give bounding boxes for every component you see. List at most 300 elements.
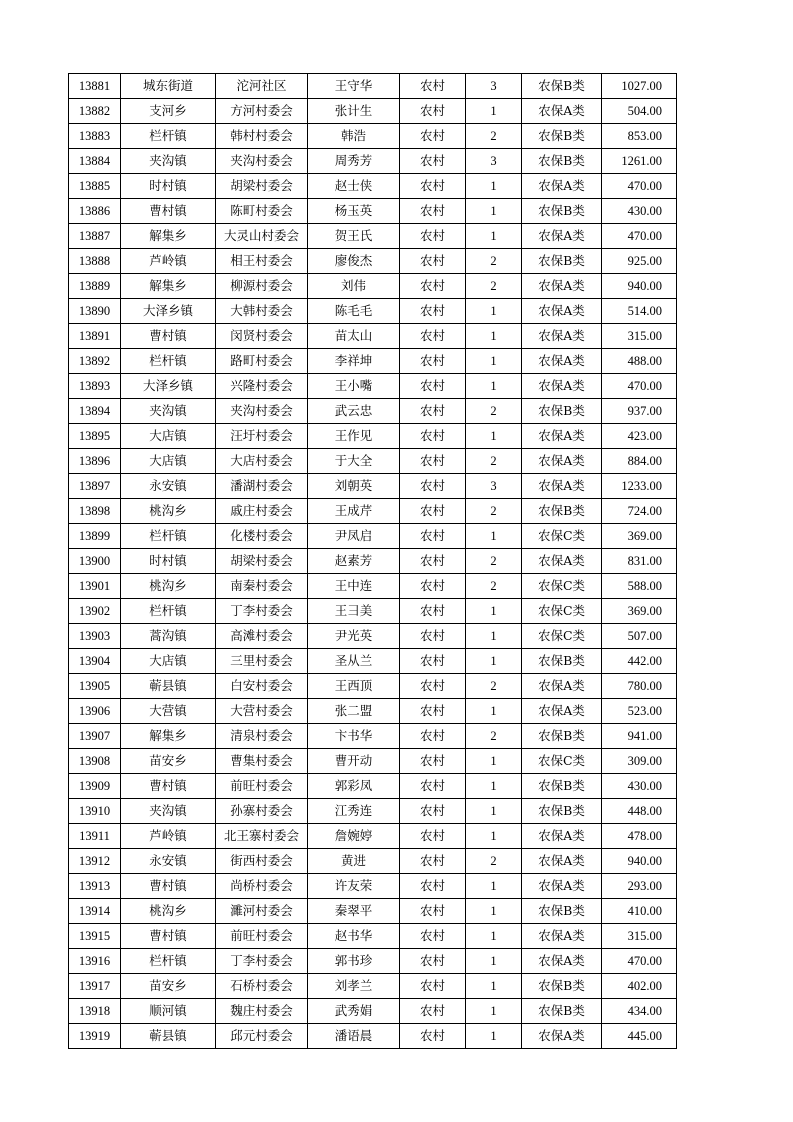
cell-serial: 13883 [69,124,121,149]
table-row [69,424,677,449]
cell-name: 王作见 [308,424,400,449]
table-row [69,899,677,924]
cell-serial: 13908 [69,749,121,774]
cell-count: 1 [466,349,522,374]
cell-amount: 434.00 [602,999,677,1024]
cell-serial: 13917 [69,974,121,999]
cell-type: 农村 [400,924,466,949]
cell-village: 曹集村委会 [216,749,308,774]
cell-serial: 13919 [69,1024,121,1049]
cell-category: 农保B类 [522,74,602,99]
table-row [69,399,677,424]
cell-category: 农保A类 [522,224,602,249]
cell-serial: 13903 [69,624,121,649]
cell-count: 1 [466,749,522,774]
cell-village: 丁李村委会 [216,949,308,974]
table-row [69,524,677,549]
cell-type: 农村 [400,499,466,524]
cell-amount: 507.00 [602,624,677,649]
cell-township: 顺河镇 [121,999,216,1024]
cell-count: 2 [466,249,522,274]
cell-amount: 315.00 [602,924,677,949]
table-row [69,374,677,399]
cell-amount: 369.00 [602,599,677,624]
cell-village: 北王寨村委会 [216,824,308,849]
table-row [69,799,677,824]
table-row [69,874,677,899]
cell-name: 贺王氏 [308,224,400,249]
cell-type: 农村 [400,224,466,249]
table-row [69,824,677,849]
cell-village: 前旺村委会 [216,774,308,799]
cell-village: 邱元村委会 [216,1024,308,1049]
cell-count: 2 [466,574,522,599]
cell-amount: 523.00 [602,699,677,724]
records-table [68,73,677,1049]
cell-category: 农保A类 [522,99,602,124]
table-row [69,274,677,299]
cell-amount: 293.00 [602,874,677,899]
cell-village: 兴隆村委会 [216,374,308,399]
cell-village: 陈町村委会 [216,199,308,224]
cell-type: 农村 [400,374,466,399]
cell-type: 农村 [400,524,466,549]
cell-name: 刘孝兰 [308,974,400,999]
cell-count: 1 [466,374,522,399]
cell-category: 农保B类 [522,899,602,924]
cell-township: 曹村镇 [121,774,216,799]
cell-village: 魏庄村委会 [216,999,308,1024]
cell-serial: 13912 [69,849,121,874]
cell-township: 解集乡 [121,224,216,249]
cell-name: 王守华 [308,74,400,99]
cell-township: 苗安乡 [121,974,216,999]
cell-village: 尚桥村委会 [216,874,308,899]
cell-category: 农保C类 [522,599,602,624]
cell-township: 栏杆镇 [121,124,216,149]
cell-township: 时村镇 [121,174,216,199]
cell-type: 农村 [400,424,466,449]
cell-count: 2 [466,674,522,699]
cell-amount: 309.00 [602,749,677,774]
table-row [69,549,677,574]
cell-township: 栏杆镇 [121,349,216,374]
cell-category: 农保B类 [522,999,602,1024]
cell-township: 栏杆镇 [121,949,216,974]
cell-serial: 13887 [69,224,121,249]
cell-count: 1 [466,799,522,824]
cell-count: 3 [466,474,522,499]
cell-name: 杨玉英 [308,199,400,224]
cell-type: 农村 [400,874,466,899]
cell-village: 夹沟村委会 [216,149,308,174]
cell-category: 农保A类 [522,274,602,299]
cell-township: 大泽乡镇 [121,299,216,324]
table-row [69,149,677,174]
cell-village: 大灵山村委会 [216,224,308,249]
cell-name: 周秀芳 [308,149,400,174]
cell-serial: 13895 [69,424,121,449]
cell-type: 农村 [400,149,466,174]
cell-township: 夹沟镇 [121,799,216,824]
cell-township: 支河乡 [121,99,216,124]
cell-amount: 448.00 [602,799,677,824]
cell-amount: 402.00 [602,974,677,999]
cell-name: 张计生 [308,99,400,124]
cell-amount: 410.00 [602,899,677,924]
cell-type: 农村 [400,349,466,374]
cell-village: 戚庄村委会 [216,499,308,524]
cell-serial: 13906 [69,699,121,724]
cell-count: 1 [466,524,522,549]
cell-amount: 430.00 [602,774,677,799]
cell-serial: 13892 [69,349,121,374]
cell-amount: 423.00 [602,424,677,449]
cell-category: 农保C类 [522,524,602,549]
cell-count: 2 [466,124,522,149]
cell-name: 张二盟 [308,699,400,724]
cell-type: 农村 [400,1024,466,1049]
cell-village: 白安村委会 [216,674,308,699]
cell-name: 王小嘴 [308,374,400,399]
table-row [69,999,677,1024]
cell-township: 芦岭镇 [121,824,216,849]
cell-type: 农村 [400,674,466,699]
cell-name: 郭彩凤 [308,774,400,799]
table-row [69,199,677,224]
cell-name: 李祥坤 [308,349,400,374]
cell-name: 于大全 [308,449,400,474]
cell-serial: 13915 [69,924,121,949]
cell-village: 韩村村委会 [216,124,308,149]
cell-count: 1 [466,824,522,849]
cell-village: 前旺村委会 [216,924,308,949]
cell-name: 刘朝英 [308,474,400,499]
cell-type: 农村 [400,399,466,424]
table-row [69,299,677,324]
cell-serial: 13885 [69,174,121,199]
cell-serial: 13914 [69,899,121,924]
cell-serial: 13897 [69,474,121,499]
cell-type: 农村 [400,124,466,149]
cell-serial: 13890 [69,299,121,324]
cell-township: 蕲县镇 [121,1024,216,1049]
cell-amount: 504.00 [602,99,677,124]
cell-amount: 488.00 [602,349,677,374]
cell-village: 大韩村委会 [216,299,308,324]
cell-category: 农保B类 [522,149,602,174]
cell-township: 曹村镇 [121,199,216,224]
cell-category: 农保A类 [522,474,602,499]
table-row [69,949,677,974]
cell-count: 1 [466,899,522,924]
cell-type: 农村 [400,799,466,824]
table-row [69,324,677,349]
table-body [69,74,677,1049]
cell-type: 农村 [400,599,466,624]
cell-count: 1 [466,924,522,949]
cell-township: 夹沟镇 [121,399,216,424]
cell-count: 1 [466,974,522,999]
cell-township: 栏杆镇 [121,524,216,549]
cell-type: 农村 [400,774,466,799]
cell-name: 刘伟 [308,274,400,299]
cell-amount: 1261.00 [602,149,677,174]
cell-serial: 13889 [69,274,121,299]
table-row [69,749,677,774]
cell-amount: 315.00 [602,324,677,349]
cell-township: 大店镇 [121,424,216,449]
table-row [69,924,677,949]
cell-type: 农村 [400,274,466,299]
cell-category: 农保A类 [522,849,602,874]
cell-category: 农保A类 [522,299,602,324]
cell-serial: 13896 [69,449,121,474]
table-row [69,624,677,649]
cell-serial: 13894 [69,399,121,424]
cell-category: 农保B类 [522,724,602,749]
cell-name: 卞书华 [308,724,400,749]
cell-count: 1 [466,774,522,799]
cell-village: 大店村委会 [216,449,308,474]
cell-serial: 13909 [69,774,121,799]
cell-village: 闵贤村委会 [216,324,308,349]
cell-village: 孙寨村委会 [216,799,308,824]
cell-category: 农保A类 [522,324,602,349]
cell-serial: 13899 [69,524,121,549]
cell-serial: 13893 [69,374,121,399]
cell-township: 大店镇 [121,449,216,474]
table-row [69,574,677,599]
cell-name: 廖俊杰 [308,249,400,274]
cell-township: 永安镇 [121,474,216,499]
cell-township: 大店镇 [121,649,216,674]
cell-type: 农村 [400,474,466,499]
cell-count: 1 [466,874,522,899]
cell-count: 1 [466,174,522,199]
cell-type: 农村 [400,999,466,1024]
cell-category: 农保B类 [522,649,602,674]
cell-village: 相王村委会 [216,249,308,274]
table-row [69,699,677,724]
cell-amount: 884.00 [602,449,677,474]
table-row [69,724,677,749]
table-row [69,599,677,624]
cell-category: 农保A类 [522,349,602,374]
cell-type: 农村 [400,324,466,349]
cell-village: 柳源村委会 [216,274,308,299]
cell-serial: 13884 [69,149,121,174]
cell-type: 农村 [400,699,466,724]
cell-township: 曹村镇 [121,874,216,899]
cell-category: 农保A类 [522,699,602,724]
cell-serial: 13888 [69,249,121,274]
cell-name: 许友荣 [308,874,400,899]
cell-type: 农村 [400,649,466,674]
cell-amount: 780.00 [602,674,677,699]
cell-category: 农保A类 [522,374,602,399]
cell-amount: 369.00 [602,524,677,549]
cell-township: 城东街道 [121,74,216,99]
table-row [69,449,677,474]
cell-township: 解集乡 [121,274,216,299]
cell-type: 农村 [400,249,466,274]
cell-amount: 940.00 [602,274,677,299]
cell-type: 农村 [400,749,466,774]
cell-name: 王彐美 [308,599,400,624]
cell-category: 农保B类 [522,399,602,424]
cell-count: 1 [466,699,522,724]
table-row [69,174,677,199]
cell-category: 农保A类 [522,424,602,449]
cell-village: 胡梁村委会 [216,549,308,574]
cell-category: 农保A类 [522,924,602,949]
cell-amount: 940.00 [602,849,677,874]
table-row [69,849,677,874]
cell-count: 1 [466,99,522,124]
cell-category: 农保A类 [522,674,602,699]
cell-township: 曹村镇 [121,924,216,949]
cell-township: 蕲县镇 [121,674,216,699]
cell-count: 2 [466,449,522,474]
cell-village: 沱河社区 [216,74,308,99]
cell-serial: 13902 [69,599,121,624]
cell-type: 农村 [400,74,466,99]
cell-township: 蒿沟镇 [121,624,216,649]
cell-category: 农保C类 [522,574,602,599]
cell-amount: 442.00 [602,649,677,674]
table-row [69,124,677,149]
cell-village: 三里村委会 [216,649,308,674]
cell-amount: 470.00 [602,949,677,974]
cell-name: 潘语晨 [308,1024,400,1049]
cell-name: 尹光英 [308,624,400,649]
cell-township: 桃沟乡 [121,574,216,599]
cell-township: 栏杆镇 [121,599,216,624]
cell-type: 农村 [400,174,466,199]
cell-amount: 430.00 [602,199,677,224]
cell-type: 农村 [400,899,466,924]
cell-township: 芦岭镇 [121,249,216,274]
cell-count: 1 [466,424,522,449]
cell-category: 农保A类 [522,949,602,974]
cell-amount: 445.00 [602,1024,677,1049]
cell-serial: 13918 [69,999,121,1024]
cell-name: 黄进 [308,849,400,874]
cell-township: 时村镇 [121,549,216,574]
table-row [69,674,677,699]
cell-type: 农村 [400,449,466,474]
cell-amount: 925.00 [602,249,677,274]
cell-count: 2 [466,399,522,424]
cell-township: 大营镇 [121,699,216,724]
cell-type: 农村 [400,724,466,749]
cell-township: 解集乡 [121,724,216,749]
cell-village: 濉河村委会 [216,899,308,924]
cell-name: 圣从兰 [308,649,400,674]
cell-count: 1 [466,324,522,349]
cell-category: 农保B类 [522,199,602,224]
cell-category: 农保A类 [522,874,602,899]
cell-name: 赵素芳 [308,549,400,574]
cell-type: 农村 [400,624,466,649]
cell-serial: 13891 [69,324,121,349]
cell-count: 2 [466,274,522,299]
cell-name: 武秀娟 [308,999,400,1024]
cell-serial: 13907 [69,724,121,749]
cell-type: 农村 [400,299,466,324]
cell-count: 1 [466,649,522,674]
cell-amount: 588.00 [602,574,677,599]
table-row [69,1024,677,1049]
cell-name: 武云忠 [308,399,400,424]
cell-serial: 13886 [69,199,121,224]
table-row [69,249,677,274]
cell-township: 大泽乡镇 [121,374,216,399]
cell-village: 南秦村委会 [216,574,308,599]
cell-serial: 13913 [69,874,121,899]
cell-count: 3 [466,74,522,99]
table-row [69,74,677,99]
cell-count: 2 [466,724,522,749]
cell-count: 1 [466,299,522,324]
cell-type: 农村 [400,974,466,999]
cell-name: 曹开动 [308,749,400,774]
cell-serial: 13905 [69,674,121,699]
cell-village: 汪圩村委会 [216,424,308,449]
cell-village: 街西村委会 [216,849,308,874]
cell-category: 农保B类 [522,249,602,274]
cell-village: 丁李村委会 [216,599,308,624]
cell-amount: 724.00 [602,499,677,524]
cell-township: 永安镇 [121,849,216,874]
cell-name: 郭书珍 [308,949,400,974]
cell-amount: 831.00 [602,549,677,574]
cell-count: 2 [466,549,522,574]
cell-category: 农保B类 [522,974,602,999]
cell-name: 尹凤启 [308,524,400,549]
cell-name: 詹婉婷 [308,824,400,849]
cell-village: 夹沟村委会 [216,399,308,424]
table-row [69,99,677,124]
cell-category: 农保A类 [522,174,602,199]
cell-count: 1 [466,199,522,224]
cell-township: 桃沟乡 [121,899,216,924]
cell-category: 农保B类 [522,774,602,799]
cell-category: 农保A类 [522,449,602,474]
cell-count: 2 [466,499,522,524]
table-row [69,649,677,674]
cell-name: 江秀连 [308,799,400,824]
cell-serial: 13882 [69,99,121,124]
cell-village: 路町村委会 [216,349,308,374]
cell-serial: 13898 [69,499,121,524]
cell-count: 1 [466,624,522,649]
cell-category: 农保A类 [522,824,602,849]
cell-amount: 941.00 [602,724,677,749]
cell-village: 清泉村委会 [216,724,308,749]
cell-village: 化楼村委会 [216,524,308,549]
cell-amount: 1233.00 [602,474,677,499]
cell-village: 潘湖村委会 [216,474,308,499]
cell-name: 王西顶 [308,674,400,699]
cell-count: 1 [466,224,522,249]
cell-category: 农保A类 [522,549,602,574]
table-row [69,974,677,999]
cell-amount: 478.00 [602,824,677,849]
cell-category: 农保B类 [522,499,602,524]
cell-amount: 470.00 [602,174,677,199]
